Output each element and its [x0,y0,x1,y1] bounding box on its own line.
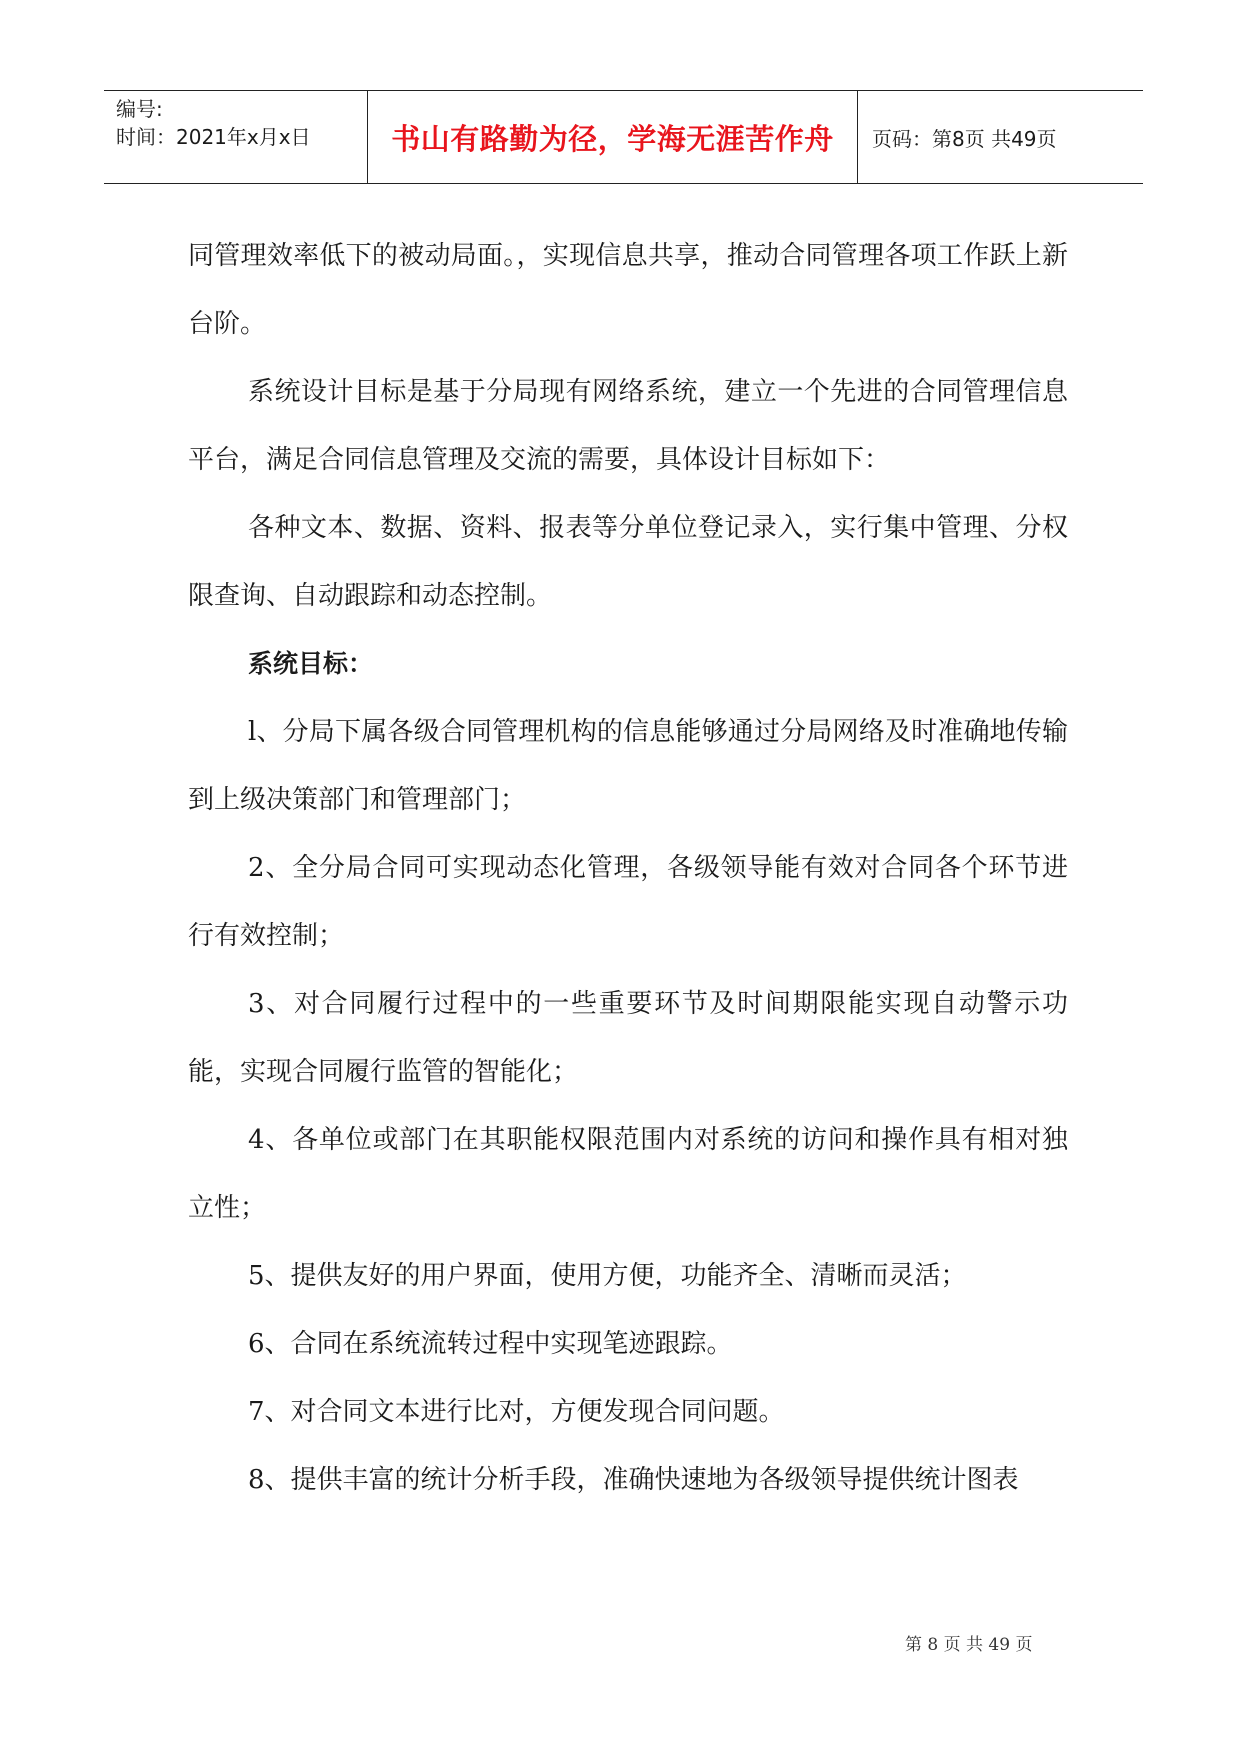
document-number-label: 编号: [116,97,163,121]
list-item: 8、提供丰富的统计分析手段，准确快速地为各级领导提供统计图表 [248,1465,1019,1495]
list-item: 3、对合同履行过程中的一些重要环节及时间期限能实现自动警示功能，实现合同履行监管的智能化； [188,989,1068,1087]
list-item: 7、对合同文本进行比对，方便发现合同问题。 [248,1397,785,1427]
list-item: 4、各单位或部门在其职能权限范围内对系统的访问和操作具有相对独立性； [188,1125,1068,1223]
header-info-cell [104,91,368,183]
header-motto-cell [368,91,858,183]
paragraph: 同管理效率低下的被动局面。，实现信息共享，推动合同管理各项工作跃上新台阶。 [188,241,1068,339]
page-header [104,90,1143,184]
section-heading: 系统目标： [248,649,374,678]
document-body [188,222,1068,1514]
list-item: 5、提供友好的用户界面，使用方便，功能齐全、清晰而灵活； [248,1261,967,1291]
header-page-cell [858,91,1143,183]
document-time-label: 时间：2021年x月x日 [116,125,311,149]
motto-text: 书山有路勤为径，学海无涯苦作舟 [391,121,834,156]
list-item: 2、全分局合同可实现动态化管理，各级领导能有效对合同各个环节进行有效控制； [188,853,1068,951]
list-item: l、分局下属各级合同管理机构的信息能够通过分局网络及时准确地传输到上级决策部门和管理部门； [188,717,1068,815]
page-footer: 第 8 页 共 49 页 [905,1635,1033,1655]
header-page-label: 页码：第8页 共49页 [872,126,1057,151]
paragraph: 系统设计目标是基于分局现有网络系统，建立一个先进的合同管理信息平台，满足合同信息管理及交流的需要，具体设计目标如下： [188,377,1068,475]
list-item: 6、合同在系统流转过程中实现笔迹跟踪。 [248,1329,733,1359]
paragraph: 各种文本、数据、资料、报表等分单位登记录入，实行集中管理、分权限查询、自动跟踪和动态控制。 [188,513,1068,611]
